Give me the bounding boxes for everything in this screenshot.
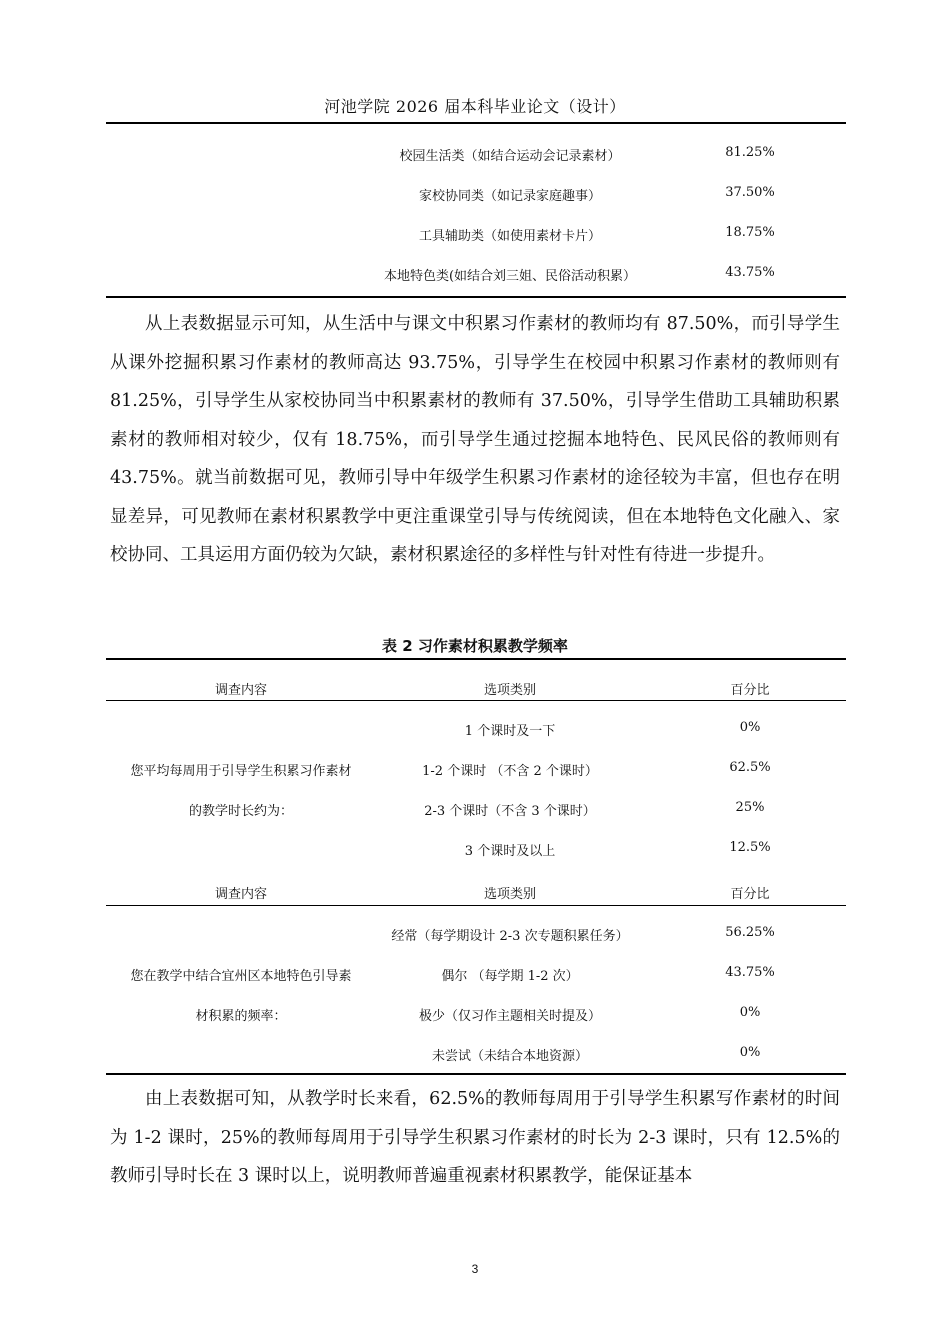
table2-header-rule [106, 700, 846, 701]
table2-s1-option-4: 3 个课时及以上 [464, 844, 556, 859]
table1-option-local: 本地特色类(如结合刘三姐、民俗活动积累） [383, 269, 637, 284]
table2-header-question: 调查内容 [214, 683, 267, 698]
table2-s2-option-1: 经常（每学期设计 2-3 次专题积累任务） [391, 929, 629, 944]
table1-percent-tools: 18.75% [725, 225, 775, 240]
table1-percent-campus: 81.25% [725, 145, 775, 160]
table2-header-option: 选项类别 [483, 683, 536, 698]
table2-s2-percent-3: 0% [739, 1005, 761, 1020]
table2-s1-percent-4: 12.5% [729, 840, 771, 855]
page-header-title: 河池学院 2026 届本科毕业论文（设计） [324, 97, 626, 116]
table2-s1-percent-3: 25% [735, 800, 765, 815]
table2-question1-line2: 的教学时长约为： [188, 804, 293, 819]
table2-s2-percent-4: 0% [739, 1045, 761, 1060]
table2-bottom-rule [106, 1073, 846, 1075]
table2-s1-percent-2: 62.5% [729, 760, 771, 775]
table2-s1-option-2: 1-2 个课时 （不含 2 个课时） [422, 764, 598, 779]
table1-bottom-rule [106, 296, 846, 298]
paragraph-2: 由上表数据可知，从教学时长来看，62.5%的教师每周用于引导学生积累写作素材的时间为 1-2 课时，25%的教师每周用于引导学生积累习作素材的时长为 2-3 课时，只有 12.5%的教师引导时长在 3 课时以上，说明教师普遍重视素材积累教学，能保证基本 [110, 1089, 840, 1186]
table2-header2-percent: 百分比 [730, 887, 770, 902]
table1-percent-home: 37.50% [725, 185, 775, 200]
table2-caption: 表 2 习作素材积累教学频率 [382, 637, 568, 655]
table2-question1-line1: 您平均每周用于引导学生积累习作素材 [130, 764, 352, 779]
table1-option-home: 家校协同类（如记录家庭趣事） [418, 189, 601, 204]
table1-option-tools: 工具辅助类（如使用素材卡片） [418, 229, 601, 244]
table2-s2-option-2: 偶尔 （每学期 1-2 次） [441, 969, 579, 984]
table1-option-campus: 校园生活类（如结合运动会记录素材） [399, 149, 621, 164]
table2-question2-line2: 材积累的频率： [195, 1009, 287, 1024]
table2-header2-option: 选项类别 [483, 887, 536, 902]
header-rule [106, 122, 846, 124]
table2-s2-option-4: 未尝试（未结合本地资源） [431, 1049, 588, 1064]
table2-question2-line1: 您在教学中结合宜州区本地特色引导素 [130, 969, 352, 984]
table2-s2-option-3: 极少（仅习作主题相关时提及） [418, 1009, 601, 1024]
table2-header2-question: 调查内容 [214, 887, 267, 902]
table2-s2-percent-2: 43.75% [725, 965, 775, 980]
table2-s1-option-3: 2-3 个课时（不含 3 个课时） [424, 804, 596, 819]
table2-top-rule [106, 658, 846, 660]
table2-s2-percent-1: 56.25% [725, 925, 775, 940]
table2-header2-rule [106, 905, 846, 906]
table2-header-percent: 百分比 [730, 683, 770, 698]
table1-percent-local: 43.75% [725, 265, 775, 280]
table2-s1-percent-1: 0% [739, 720, 761, 735]
table2-s1-option-1: 1 个课时及一下 [464, 724, 556, 739]
paragraph-1: 从上表数据显示可知，从生活中与课文中积累习作素材的教师均有 87.50%，而引导学生从课外挖掘积累习作素材的教师高达 93.75%，引导学生在校园中积累习作素材的教师则有 81.25%，引导学生从家校协同当中积累素材的教师有 37.50%，引导学生借助工具辅助积累素材的教师相对较少，仅有 18.75%，而引导学生通过挖掘本地特色、民风民俗的教师则有 43.75%。就当前数据可见，教师引导中年级学生积累习作素材的途径较为丰富，但也存在明显差异，可见教师在素材积累教学中更注重课堂引导与传统阅读，但在本地特色文化融入、家校协同、工具运用方面仍较为欠缺，素材积累途径的多样性与针对性有待进一步提升。 [110, 314, 840, 565]
page-number: 3 [471, 1262, 479, 1276]
